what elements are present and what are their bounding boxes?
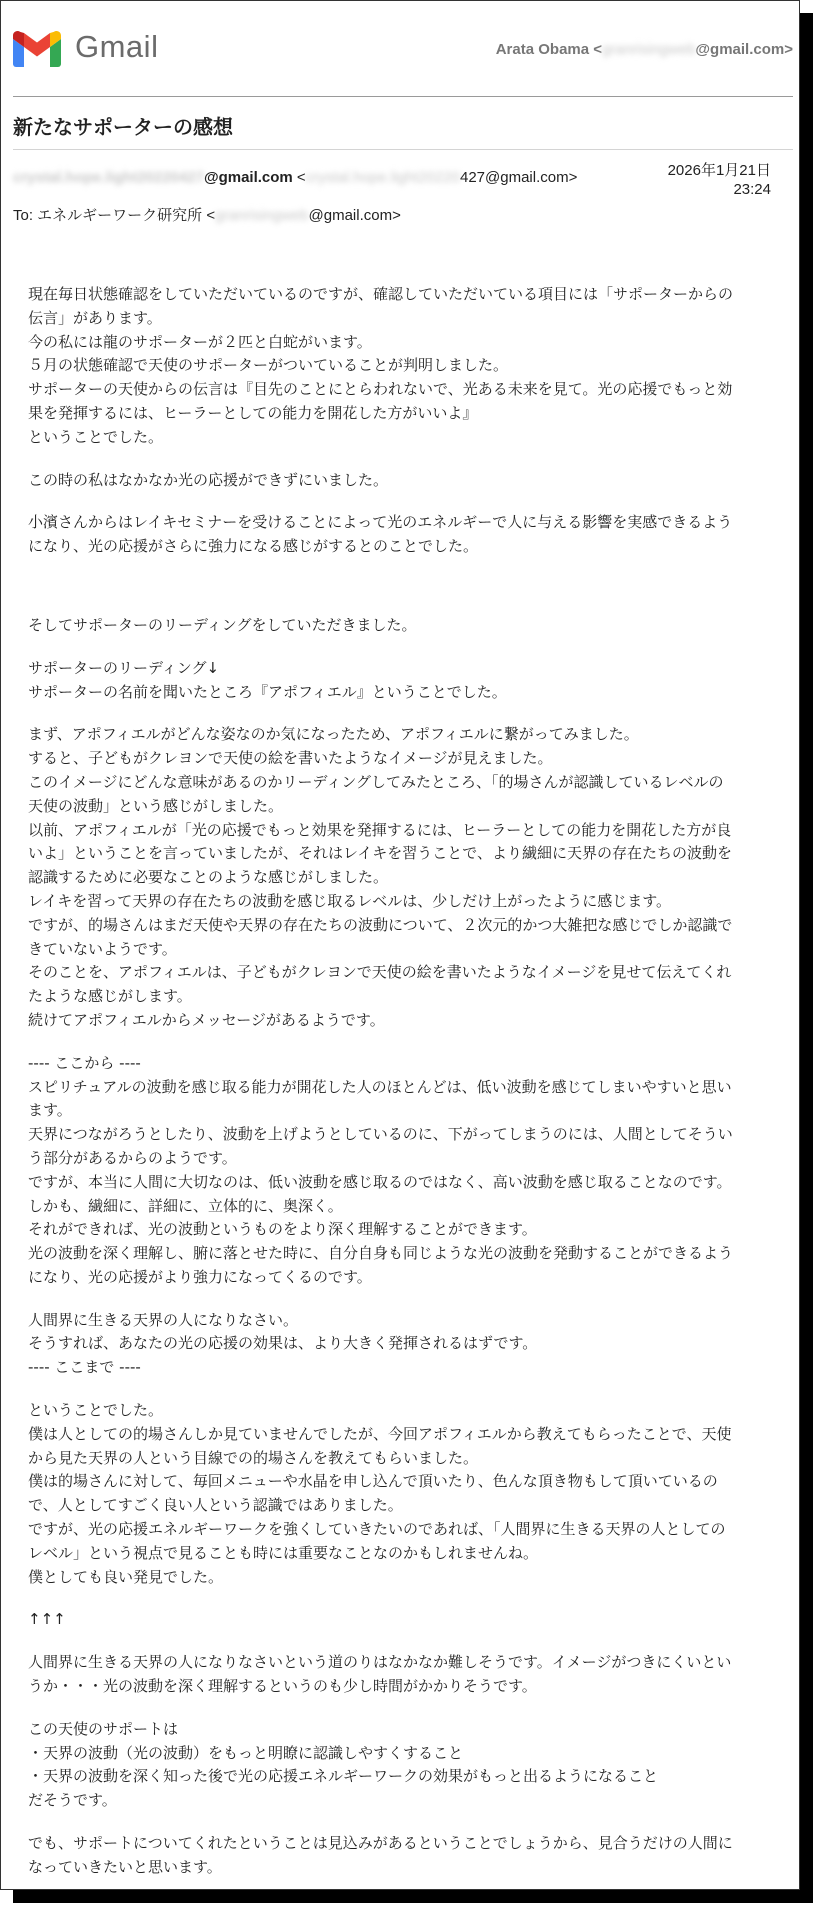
- sender-name-suffix: @gmail.com: [203, 169, 293, 186]
- body-paragraph: [28, 1052, 783, 1290]
- body-line: 今の私には龍のサポーターが２匹と白蛇がいます。: [28, 332, 372, 351]
- body-line: 人間界に生きる天界の人になりなさいという道のりはなかなか難しそうです。イメージがつきにくいとい: [28, 1653, 732, 1672]
- body-line: このイメージにどんな意味があるのかリーディングしてみたところ、「的場さんが認識しているレベルの: [28, 772, 724, 791]
- account-info: [496, 41, 793, 58]
- body-paragraph: [28, 283, 783, 450]
- body-paragraph: [28, 511, 783, 559]
- body-line: しかも、繊細に、詳細に、立体的に、奥深く。: [28, 1196, 343, 1215]
- account-email-hidden: granrisingweb: [602, 41, 696, 58]
- body-line: から見た天界の人という目線での的場さんを教えてもらいました。: [28, 1448, 479, 1467]
- body-paragraph: [28, 1309, 783, 1380]
- body-line: ということでした。: [28, 1401, 164, 1420]
- subject-divider: [13, 149, 793, 150]
- body-line: うか・・・光の波動を深く理解するというのも少し時間がかかりそうです。: [28, 1677, 537, 1696]
- body-line: たような感じがします。: [28, 987, 192, 1006]
- body-line: スピリチュアルの波動を感じ取る能力が開花した人のほとんどは、低い波動を感じてしまいやすいと思い: [28, 1077, 732, 1096]
- body-line: すると、子どもがクレヨンで天使の絵を書いたようなイメージが見えました。: [28, 749, 553, 768]
- body-line: 天界につながろうとしたり、波動を上げようとしているのに、下がってしまうのには、人間としてそうい: [28, 1125, 733, 1144]
- gmail-wordmark: Gmail: [75, 29, 159, 64]
- body-line: ５月の状態確認で天使のサポーターがついていることが判明しました。: [28, 356, 509, 375]
- body-line: ---- ここまで ----: [28, 1358, 141, 1377]
- body-line: 現在毎日状態確認をしていただいているのですが、確認していただいている項目には「サポーターからの: [28, 285, 734, 303]
- body-line: になり、光の応援がさらに強力になる感じがするとのことでした。: [28, 537, 479, 556]
- body-line: ます。: [28, 1101, 72, 1120]
- body-line: だそうです。: [28, 1791, 117, 1810]
- body-line: 小濱さんからはレイキセミナーを受けることによって光のエネルギーで人に与える影響を実感できるよう: [28, 513, 733, 532]
- body-line: きていないようです。: [28, 939, 177, 958]
- account-email-prefix: <: [593, 41, 603, 58]
- body-paragraph: [28, 723, 783, 1032]
- body-line: う部分があるからのようです。: [28, 1148, 237, 1167]
- email-body: [28, 283, 783, 1899]
- body-line: ですが、本当に人間に大切なのは、低い波動を感じ取るのではなく、高い波動を感じ取ることなのです。: [28, 1172, 732, 1191]
- body-paragraph: [28, 1608, 783, 1632]
- body-paragraph: [28, 657, 783, 705]
- body-line: レベル」という視点で見ることも時には重要なことなのかもしれませんね。: [28, 1543, 539, 1562]
- body-paragraph: [28, 614, 783, 638]
- body-line: それができれば、光の波動というものをより深く理解することができます。: [28, 1220, 537, 1239]
- body-line: で、人としてすごく良い人という認識ではありました。: [28, 1496, 403, 1515]
- body-paragraph: [28, 1399, 783, 1589]
- recipient-line: [13, 204, 401, 225]
- header-divider: [13, 96, 793, 97]
- body-line: まず、アポフィエルがどんな姿なのか気になったため、アポフィエルに繋がってみました。: [28, 725, 639, 744]
- body-paragraph: [28, 1718, 783, 1813]
- body-line: サポーターのリーディング↓: [28, 658, 220, 677]
- body-line: 人間界に生きる天界の人になりなさい。: [28, 1310, 299, 1329]
- gmail-logo-icon: [13, 31, 61, 67]
- body-line: サポーターの天使からの伝言は『目先のことにとらわれないで、光ある未来を見て。光の応援でもっと効: [28, 380, 733, 399]
- account-name: Arata Obama: [495, 41, 590, 58]
- body-line: でも、サポートについてくれたということは見込みがあるということでしょうから、見合うだけの人間に: [28, 1834, 733, 1853]
- body-line: いよ」ということを言っていましたが、それはレイキを習うことで、より繊細に天界の存在たちの波動を: [28, 844, 732, 863]
- body-line: なっていきたいと思います。: [28, 1857, 222, 1876]
- sender-line: [13, 169, 577, 186]
- body-line: 僕は的場さんに対して、毎回メニューや水晶を申し込んで頂いたり、色んな頂き物もして頂いているの: [28, 1472, 718, 1491]
- body-line: サポーターの名前を聞いたところ『アポフィエル』ということでした。: [28, 682, 507, 701]
- account-email-suffix: @gmail.com>: [695, 41, 793, 58]
- body-line: ・天界の波動を深く知った後で光の応援エネルギーワークの効果がもっと出るようになること: [28, 1767, 659, 1786]
- body-paragraph: [28, 1832, 783, 1880]
- message-date: 2026年1月21日: [667, 162, 771, 179]
- body-paragraph: [28, 469, 783, 493]
- body-line: この天使のサポートは: [28, 1719, 179, 1738]
- body-line: この時の私はなかなか光の応援ができずにいました。: [28, 470, 389, 489]
- print-header: [13, 27, 793, 71]
- body-line: 続けてアポフィエルからメッセージがあるようです。: [28, 1010, 385, 1029]
- body-line: そうすれば、あなたの光の応援の効果は、より大きく発揮されるはずです。: [28, 1334, 538, 1353]
- sender-email-suffix: 427@gmail.com>: [459, 169, 578, 186]
- message-timestamp: [668, 161, 771, 199]
- body-line: 果を発揮するには、ヒーラーとしての能力を開花した方がいいよ』: [28, 403, 478, 422]
- body-line: 僕としても良い発見でした。: [28, 1567, 224, 1586]
- body-line: そしてサポーターのリーディングをしていただきました。: [28, 615, 417, 634]
- body-line: ですが、光の応援エネルギーワークを強くしていきたいのであれば、「人間界に生きる天界の人としての: [28, 1520, 726, 1539]
- recipient-prefix: To: エネルギーワーク研究所 <: [13, 207, 216, 224]
- body-line: そのことを、アポフィエルは、子どもがクレヨンで天使の絵を書いたようなイメージを見せて伝えてくれ: [28, 963, 732, 982]
- body-line: になり、光の応援がより強力になってくるのです。: [28, 1267, 372, 1286]
- body-line: 以前、アポフィエルが「光の応援でもっと効果を発揮するには、ヒーラーとしての能力を開花した方が良: [28, 820, 732, 839]
- sender-email-hidden: crystal.hope.light20220: [305, 169, 460, 186]
- body-line: ですが、的場さんはまだ天使や天界の存在たちの波動について、２次元的かつ大雑把な感じでしか認識で: [28, 915, 733, 934]
- body-line: ---- ここから ----: [28, 1053, 141, 1072]
- sender-name-hidden: crystal.hope.light20220427: [13, 169, 204, 186]
- body-spacer: [28, 578, 783, 614]
- body-paragraph: [28, 1651, 783, 1699]
- body-line: 認識するために必要なことのような感じがしました。: [28, 868, 389, 887]
- body-line: ということでした。: [28, 427, 164, 446]
- message-time: 23:24: [733, 181, 771, 198]
- body-line: 天使の波動」という感じがしました。: [28, 796, 284, 815]
- body-line: レイキを習って天界の存在たちの波動を感じ取るレベルは、少しだけ上がったように感じます。: [28, 891, 672, 910]
- body-line: 僕は人としての的場さんしか見ていませんでしたが、今回アポフィエルから教えてもらったことで、天使: [28, 1424, 732, 1443]
- body-line: ↑↑↑: [28, 1610, 66, 1629]
- body-line: 伝言」があります。: [28, 308, 162, 327]
- body-line: 光の波動を深く理解し、腑に落とせた時に、自分自身も同じような光の波動を発動することができるよう: [28, 1244, 734, 1263]
- recipient-email-hidden: granrisingweb: [215, 207, 309, 224]
- body-line: ・天界の波動（光の波動）をもっと明瞭に認識しやすくすること: [28, 1743, 464, 1762]
- recipient-email-suffix: @gmail.com>: [308, 207, 401, 224]
- email-subject: 新たなサポーターの感想: [13, 117, 233, 139]
- sender-email-prefix: <: [292, 169, 306, 186]
